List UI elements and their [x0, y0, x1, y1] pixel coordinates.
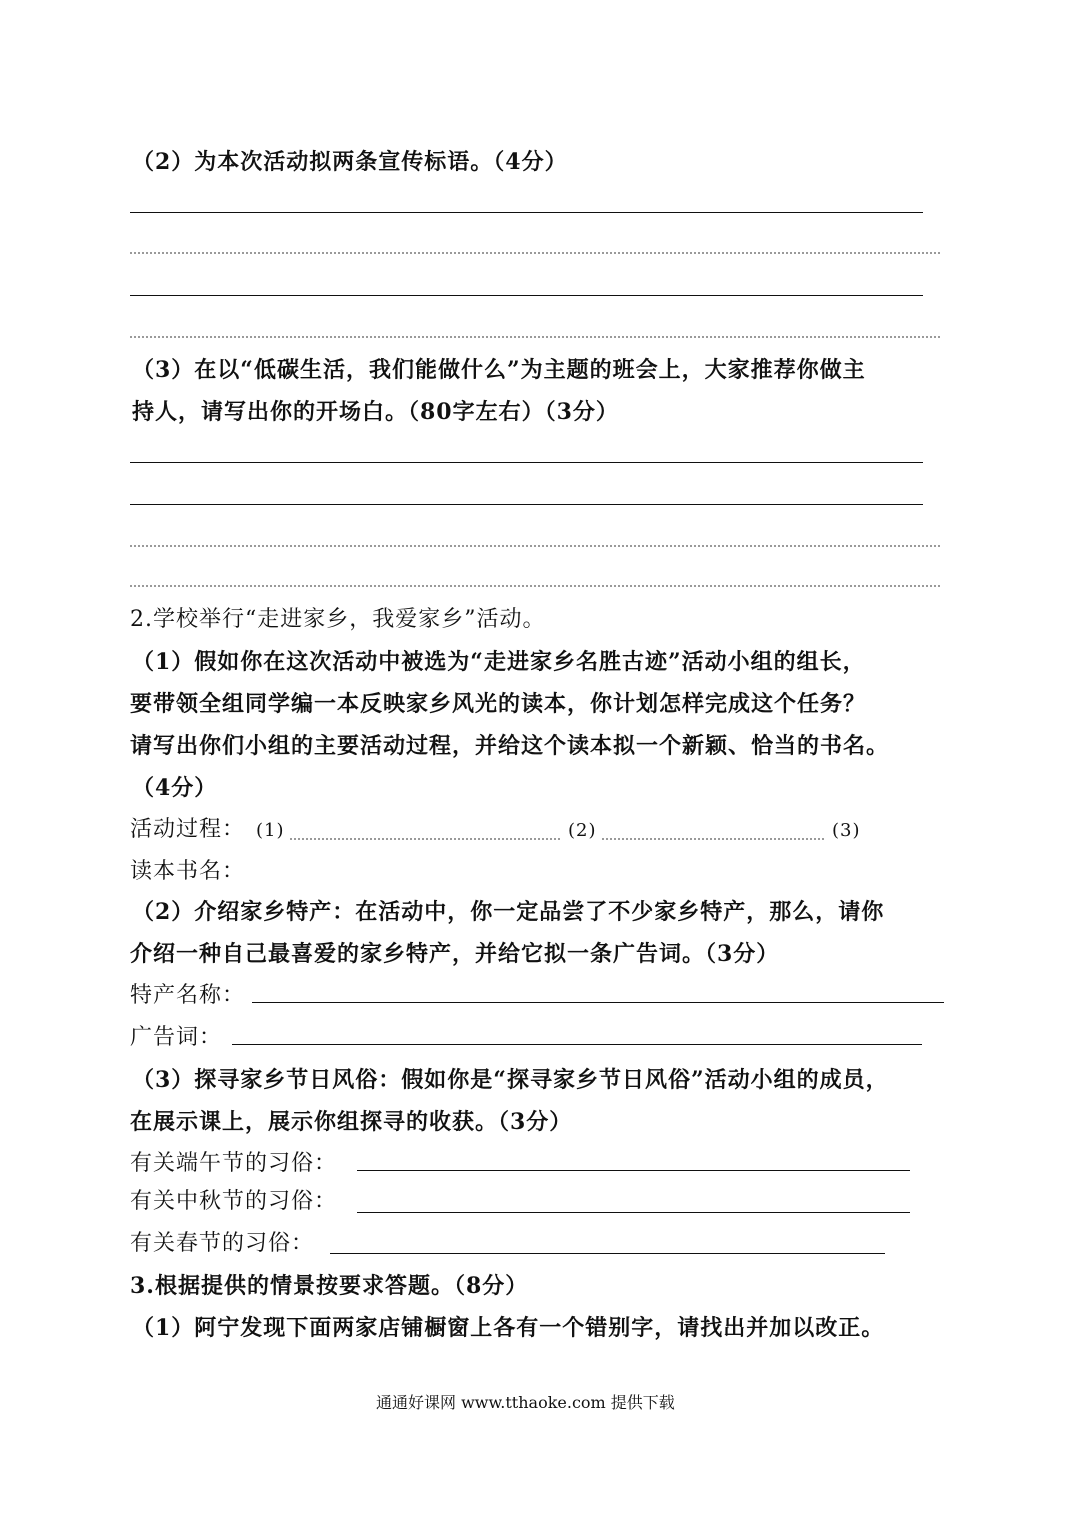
- dotted-guide-line: [130, 252, 940, 254]
- dotted-guide-line: [130, 545, 940, 547]
- spring-festival-answer-line[interactable]: [330, 1253, 885, 1254]
- question-2-3-line-2: 在展示课上，展示你组探寻的收获。（3分）: [130, 1109, 573, 1135]
- question-1-3-line-2: 持人，请写出你的开场白。（80字左右）（3分）: [132, 399, 619, 425]
- mid-autumn-custom-label: 有关中秋节的习俗：: [130, 1189, 338, 1214]
- answer-line: [130, 295, 923, 296]
- question-3-1: （1）阿宁发现下面两家店铺橱窗上各有一个错别字，请找出并加以改正。: [132, 1315, 885, 1341]
- process-step-2: (2): [568, 820, 597, 841]
- book-title-label: 读本书名：: [130, 859, 246, 884]
- question-2-1-line-4: （4分）: [132, 775, 218, 801]
- dotted-guide-line: [130, 585, 940, 587]
- dragon-boat-custom-label: 有关端午节的习俗：: [130, 1151, 338, 1176]
- dotted-guide-line: [130, 336, 940, 338]
- dragon-boat-answer-line[interactable]: [357, 1170, 910, 1171]
- question-1-3-line-1: （3）在以“低碳生活，我们能做什么”为主题的班会上，大家推荐你做主: [132, 357, 866, 383]
- question-2-1-line-2: 要带领全组同学编一本反映家乡风光的读本，你计划怎样完成这个任务？: [130, 691, 867, 717]
- answer-line: [130, 462, 923, 463]
- activity-process-label: 活动过程：: [130, 817, 246, 842]
- ad-slogan-answer-line[interactable]: [232, 1044, 922, 1045]
- answer-line: [130, 504, 923, 505]
- question-2-heading: 2.学校举行“走进家乡，我爱家乡”活动。: [130, 607, 546, 632]
- process-step-1: (1): [256, 820, 285, 841]
- fill-blank-dotted[interactable]: [290, 838, 560, 840]
- ad-slogan-label: 广告词：: [130, 1025, 223, 1050]
- question-3-heading: 3.根据提供的情景按要求答题。（8分）: [130, 1273, 529, 1299]
- page-footer: 通通好课网 www.tthaoke.com 提供下载: [376, 1393, 675, 1412]
- process-step-3: (3): [832, 820, 861, 841]
- fill-blank-dotted[interactable]: [602, 838, 824, 840]
- question-2-2-line-1: （2）介绍家乡特产：在活动中，你一定品尝了不少家乡特产，那么，请你: [132, 899, 885, 925]
- question-2-2-line-2: 介绍一种自己最喜爱的家乡特产，并给它拟一条广告词。（3分）: [130, 941, 780, 967]
- question-1-2: （2）为本次活动拟两条宣传标语。（4分）: [132, 149, 568, 175]
- question-2-3-line-1: （3）探寻家乡节日风俗：假如你是“探寻家乡节日风俗”活动小组的成员，: [132, 1067, 889, 1093]
- question-2-1-line-1: （1）假如你在这次活动中被选为“走进家乡名胜古迹”活动小组的组长，: [132, 649, 866, 675]
- spring-festival-custom-label: 有关春节的习俗：: [130, 1231, 315, 1256]
- mid-autumn-answer-line[interactable]: [357, 1212, 910, 1213]
- product-name-answer-line[interactable]: [252, 1002, 944, 1003]
- answer-line: [130, 212, 923, 213]
- product-name-label: 特产名称：: [130, 983, 246, 1008]
- question-2-1-line-3: 请写出你们小组的主要活动过程，并给这个读本拟一个新颖、恰当的书名。: [130, 733, 890, 759]
